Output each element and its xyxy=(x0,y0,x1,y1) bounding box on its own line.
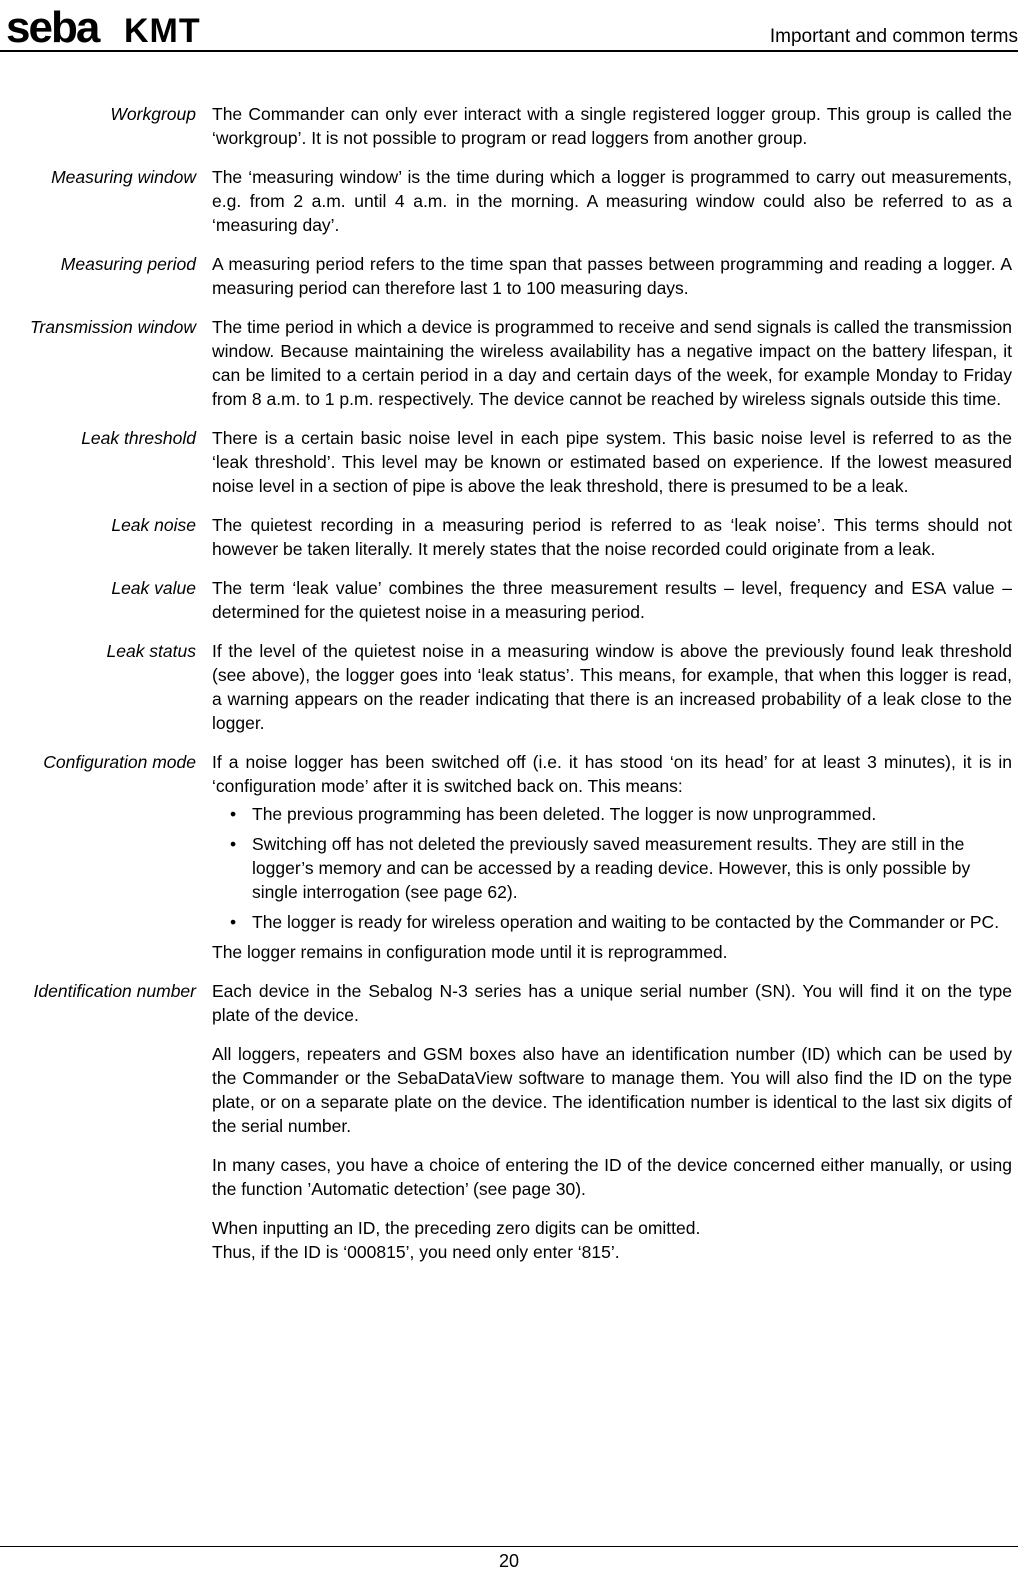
config-outro: The logger remains in configuration mode until it is reprogrammed. xyxy=(212,942,728,962)
term-definition: A measuring period refers to the time span that passes between programming and reading a logger. A measuring period can therefore last 1 to 100 measuring days. xyxy=(212,254,1012,298)
term-measuring-window xyxy=(0,165,1032,237)
list-item: • Switching off has not deleted the previously saved measurement results. They are still in the logger’s memory and can be accessed by a reading device. However, this is only possible by single interrogation (see page 62). xyxy=(212,832,1012,904)
page-number: 20 xyxy=(498,1551,520,1571)
term-transmission-window xyxy=(0,315,1032,411)
id-note-line: Thus, if the ID is ‘000815’, you need only enter ‘815’. xyxy=(212,1242,620,1262)
glossary xyxy=(0,102,1032,1279)
term-label: Leak value xyxy=(111,578,196,598)
term-definition: The ‘measuring window’ is the time during which a logger is programmed to carry out measurements, e.g. from 2 a.m. until 4 a.m. in the morning. A measuring window could also be referred to as a ‘measuring day’. xyxy=(212,167,1012,235)
config-intro: If a noise logger has been switched off (i.e. it has stood ‘on its head’ for at least 3 minutes), it is in ‘configuration mode’ after it is switched back on. This means: xyxy=(212,752,1012,796)
term-workgroup xyxy=(0,102,1032,150)
term-definition xyxy=(212,979,1012,1264)
term-label: Measuring period xyxy=(60,254,196,274)
page-header xyxy=(0,0,1032,54)
term-definition: If the level of the quietest noise in a measuring window is above the previously found leak threshold (see above), the logger goes into ‘leak status’. This means, for example, that when this logger is read, a warning appears on the reader indicating that there is an increased probability of a leak close to the logger. xyxy=(212,641,1012,733)
term-label: Workgroup xyxy=(110,104,196,124)
term-label: Configuration mode xyxy=(43,752,196,772)
term-label: Identification number xyxy=(33,981,196,1001)
term-definition: The Commander can only ever interact with a single registered logger group. This group is called the ‘workgroup’. It is not possible to program or read loggers from another group. xyxy=(212,104,1012,148)
term-label: Transmission window xyxy=(30,317,196,337)
term-leak-status xyxy=(0,639,1032,735)
term-leak-noise xyxy=(0,513,1032,561)
term-definition: The quietest recording in a measuring period is referred to as ‘leak noise’. This terms should not however be taken literally. It merely states that the noise recorded could originate from a leak. xyxy=(212,515,1012,559)
term-measuring-period xyxy=(0,252,1032,300)
list-item: • The logger is ready for wireless operation and waiting to be contacted by the Commander or PC. xyxy=(212,910,1012,934)
term-definition: There is a certain basic noise level in each pipe system. This basic noise level is referred to as the ‘leak threshold’. This level may be known or estimated based on experience. If the lowest measured noise level in a section of pipe is above the leak threshold, there is presumed to be a leak. xyxy=(212,428,1012,496)
term-leak-threshold xyxy=(0,426,1032,498)
term-label: Leak noise xyxy=(111,515,196,535)
list-item: • The previous programming has been deleted. The logger is now unprogrammed. xyxy=(212,802,1012,826)
term-identification-number xyxy=(0,979,1032,1264)
footer-divider xyxy=(0,1546,1018,1547)
id-paragraph: Each device in the Sebalog N-3 series has a unique serial number (SN). You will find it on the type plate of the device. xyxy=(212,981,1012,1025)
term-label: Leak status xyxy=(106,641,196,661)
header-divider xyxy=(0,50,1018,52)
config-bullet-list xyxy=(212,802,1012,934)
svg-text:seba: seba xyxy=(6,4,99,48)
id-paragraph: In many cases, you have a choice of entering the ID of the device concerned either manually, or using the function ’Automatic detection’ (see page 30). xyxy=(212,1155,1012,1199)
id-note-line: When inputting an ID, the preceding zero digits can be omitted. xyxy=(212,1218,701,1238)
term-label: Leak threshold xyxy=(81,428,196,448)
term-leak-value xyxy=(0,576,1032,624)
term-definition: The term ‘leak value’ combines the three measurement results – level, frequency and ESA value – determined for the quietest noise in a measuring period. xyxy=(212,578,1012,622)
svg-text:KMT: KMT xyxy=(124,12,201,48)
id-paragraph: All loggers, repeaters and GSM boxes also have an identification number (ID) which can be used by the Commander or the SebaDataView software to manage them. You will also find the ID on the type plate, or on a separate plate on the device. The identification number is identical to the last six digits of the serial number. xyxy=(212,1044,1012,1136)
term-label: Measuring window xyxy=(51,167,196,187)
seba-kmt-logo xyxy=(6,4,231,48)
term-configuration-mode xyxy=(0,750,1032,964)
term-definition xyxy=(212,750,1012,964)
header-title: Important and common terms xyxy=(769,26,1018,47)
term-definition: The time period in which a device is programmed to receive and send signals is called the transmission window. Because maintaining the wireless availability has a negative impact on the battery lifespan, it can be limited to a certain period in a day and certain days of the week, for example Monday to Friday from 8 a.m. to 1 p.m. respectively. The device cannot be reached by wireless signals outside this time. xyxy=(212,317,1012,409)
